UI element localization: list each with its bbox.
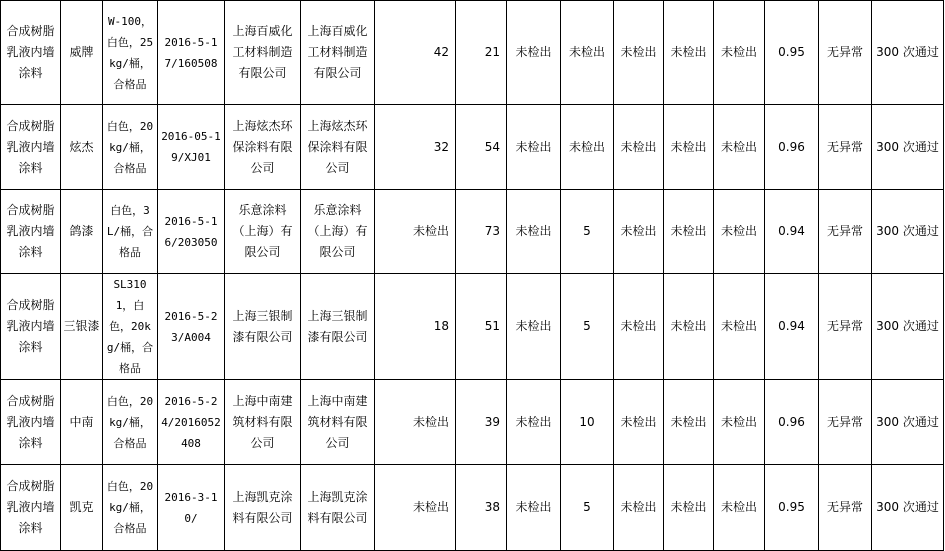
table-row (1, 465, 944, 551)
result-cell-4: 10 (561, 380, 614, 465)
result-cell-3: 未检出 (507, 380, 561, 465)
result-cell-10: 300 次通过 (872, 380, 944, 465)
result-cell-3: 未检出 (507, 190, 561, 274)
result-cell-9: 无异常 (819, 274, 872, 380)
producer-cell: 上海炫杰环保涂料有限公司 (225, 105, 301, 190)
producer-cell: 上海凯克涂料有限公司 (225, 465, 301, 551)
result-cell-2: 21 (456, 1, 507, 105)
product-category-cell: 合成树脂乳液内墙涂料 (1, 380, 61, 465)
result-cell-5: 未检出 (614, 190, 664, 274)
result-cell-7: 未检出 (714, 190, 765, 274)
result-cell-7: 未检出 (714, 380, 765, 465)
client-cell: 上海炫杰环保涂料有限公司 (301, 105, 375, 190)
product-category-cell: 合成树脂乳液内墙涂料 (1, 105, 61, 190)
result-cell-2: 38 (456, 465, 507, 551)
result-cell-2: 51 (456, 274, 507, 380)
result-cell-1: 未检出 (375, 465, 456, 551)
result-cell-8: 0.95 (765, 465, 819, 551)
batch-cell: 2016-5-17/160508 (158, 1, 225, 105)
result-cell-6: 未检出 (664, 274, 714, 380)
result-cell-8: 0.96 (765, 380, 819, 465)
result-cell-7: 未检出 (714, 105, 765, 190)
table-row (1, 274, 944, 380)
product-category-cell: 合成树脂乳液内墙涂料 (1, 1, 61, 105)
result-cell-1: 32 (375, 105, 456, 190)
result-cell-9: 无异常 (819, 380, 872, 465)
spec-cell: 白色，20kg/桶，合格品 (103, 465, 158, 551)
result-cell-2: 39 (456, 380, 507, 465)
result-cell-3: 未检出 (507, 1, 561, 105)
result-cell-6: 未检出 (664, 105, 714, 190)
result-cell-6: 未检出 (664, 190, 714, 274)
result-cell-8: 0.94 (765, 274, 819, 380)
spec-cell: 白色，3L/桶，合格品 (103, 190, 158, 274)
result-cell-8: 0.96 (765, 105, 819, 190)
table-row (1, 380, 944, 465)
client-cell: 上海百威化工材料制造有限公司 (301, 1, 375, 105)
result-cell-5: 未检出 (614, 105, 664, 190)
result-cell-6: 未检出 (664, 1, 714, 105)
result-cell-4: 未检出 (561, 105, 614, 190)
producer-cell: 上海中南建筑材料有限公司 (225, 380, 301, 465)
product-category-cell: 合成树脂乳液内墙涂料 (1, 465, 61, 551)
brand-cell: 凯克 (61, 465, 103, 551)
result-cell-2: 73 (456, 190, 507, 274)
result-cell-4: 未检出 (561, 1, 614, 105)
producer-cell: 乐意涂料（上海）有限公司 (225, 190, 301, 274)
brand-cell: 炫杰 (61, 105, 103, 190)
result-cell-5: 未检出 (614, 380, 664, 465)
producer-cell: 上海三银制漆有限公司 (225, 274, 301, 380)
spec-cell: W-100，白色，25kg/桶，合格品 (103, 1, 158, 105)
result-cell-7: 未检出 (714, 465, 765, 551)
result-cell-1: 18 (375, 274, 456, 380)
client-cell: 上海中南建筑材料有限公司 (301, 380, 375, 465)
result-cell-1: 未检出 (375, 380, 456, 465)
spec-cell: SL3101，白色，20kg/桶，合格品 (103, 274, 158, 380)
result-cell-4: 5 (561, 465, 614, 551)
result-cell-3: 未检出 (507, 274, 561, 380)
batch-cell: 2016-5-24/2016052408 (158, 380, 225, 465)
spec-cell: 白色，20kg/桶，合格品 (103, 105, 158, 190)
result-cell-10: 300 次通过 (872, 465, 944, 551)
brand-cell: 中南 (61, 380, 103, 465)
brand-cell: 威牌 (61, 1, 103, 105)
brand-cell: 三银漆 (61, 274, 103, 380)
table-row (1, 105, 944, 190)
table-row (1, 190, 944, 274)
result-cell-8: 0.94 (765, 190, 819, 274)
result-cell-4: 5 (561, 274, 614, 380)
result-cell-5: 未检出 (614, 1, 664, 105)
result-cell-5: 未检出 (614, 465, 664, 551)
result-cell-1: 42 (375, 1, 456, 105)
result-cell-9: 无异常 (819, 190, 872, 274)
client-cell: 上海三银制漆有限公司 (301, 274, 375, 380)
result-cell-9: 无异常 (819, 105, 872, 190)
result-cell-10: 300 次通过 (872, 190, 944, 274)
batch-cell: 2016-5-16/203050 (158, 190, 225, 274)
client-cell: 上海凯克涂料有限公司 (301, 465, 375, 551)
result-cell-4: 5 (561, 190, 614, 274)
producer-cell: 上海百威化工材料制造有限公司 (225, 1, 301, 105)
table-row (1, 1, 944, 105)
brand-cell: 鸽漆 (61, 190, 103, 274)
result-cell-5: 未检出 (614, 274, 664, 380)
result-cell-9: 无异常 (819, 465, 872, 551)
result-cell-1: 未检出 (375, 190, 456, 274)
result-cell-3: 未检出 (507, 105, 561, 190)
result-cell-10: 300 次通过 (872, 274, 944, 380)
result-cell-8: 0.95 (765, 1, 819, 105)
batch-cell: 2016-5-23/A004 (158, 274, 225, 380)
result-cell-10: 300 次通过 (872, 105, 944, 190)
product-category-cell: 合成树脂乳液内墙涂料 (1, 190, 61, 274)
spec-cell: 白色，20kg/桶，合格品 (103, 380, 158, 465)
result-cell-10: 300 次通过 (872, 1, 944, 105)
result-cell-3: 未检出 (507, 465, 561, 551)
batch-cell: 2016-05-19/XJ01 (158, 105, 225, 190)
result-cell-6: 未检出 (664, 465, 714, 551)
result-cell-6: 未检出 (664, 380, 714, 465)
result-cell-7: 未检出 (714, 274, 765, 380)
result-cell-2: 54 (456, 105, 507, 190)
result-cell-7: 未检出 (714, 1, 765, 105)
product-category-cell: 合成树脂乳液内墙涂料 (1, 274, 61, 380)
batch-cell: 2016-3-10/ (158, 465, 225, 551)
result-cell-9: 无异常 (819, 1, 872, 105)
client-cell: 乐意涂料（上海）有限公司 (301, 190, 375, 274)
